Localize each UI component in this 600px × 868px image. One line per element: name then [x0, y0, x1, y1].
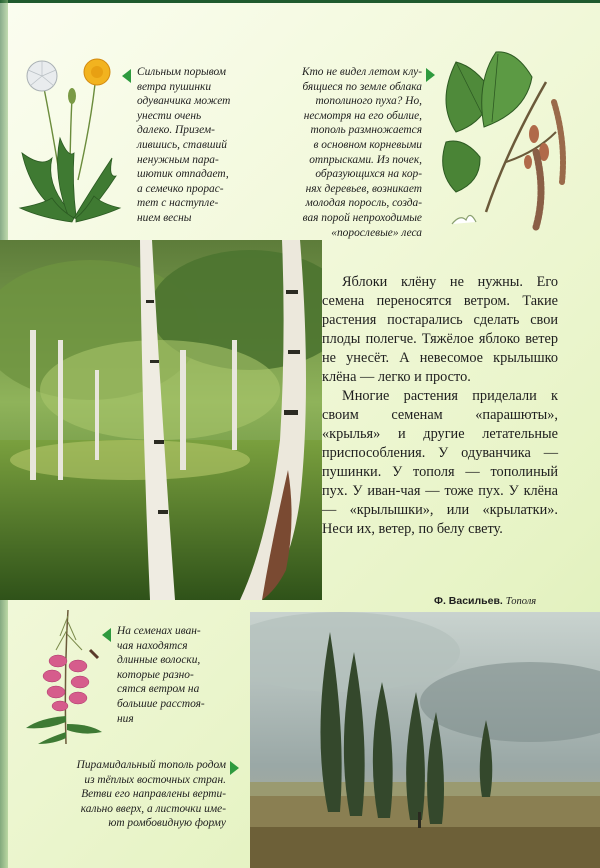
poplar-caption-arrow	[426, 68, 435, 82]
pyramidal-caption-arrow	[230, 761, 239, 775]
poplar-branch-illustration	[436, 42, 576, 237]
poplar-caption: Кто не видел летом клу- бящиеся по земле облака тополиного пуха? Но, несмотря на его обилие, тополь размножается в основном корневыми отпрысками. Из почек, образующихся на кор- нях деревьев, возникает молодая поросль, созда- вая порой непроходимые «порослевые» леса	[302, 66, 422, 239]
fireweed-illustration	[20, 606, 106, 746]
poplars-painting	[250, 612, 600, 868]
paragraph-1: Яблоки клёну не нужны. Его семена переносятся ветром. Такие растения постарались сделать свои плоды полегче. Тяжёлое яблоко ветер не унесёт. А невесомое крылышко клёна — легко и просто.	[322, 274, 558, 385]
fireweed-caption-arrow	[102, 628, 111, 642]
credit-title: Тополя	[505, 596, 537, 607]
paragraph-2: Многие растения приделали к своим семенам «парашюты», «крылья» и другие летательные приспособления. У одуванчика — пушинки. У тополя — тополиный пух. У иван-чая — тоже пух. У клёна — «крылышки», или «крылатки». Неси их, ветер, по белу свету.	[322, 388, 558, 537]
dandelion-caption-arrow	[122, 69, 131, 83]
pyramidal-poplar-caption: Пирамидальный тополь родом из тёплых восточных стран. Ветви его направлены верти- кально вверх, а листочки име- ют ромбовидную форму	[76, 759, 226, 830]
painting-credit	[434, 595, 536, 607]
credit-author: Ф. Васильев.	[434, 595, 503, 607]
fireweed-caption: На семенах иван- чая находятся длинные волоски, которые разно- сятся ветром на большие расстоя- ния	[117, 625, 205, 725]
top-border	[0, 0, 600, 3]
dandelion-caption: Сильным порывом ветра пушинки одуванчика может унести очень далеко. Призем- лившись, ставший ненужным пара- шютик отпадает, а семечко прорас- тет с наступле- нием весны	[137, 66, 231, 224]
birch-forest-painting	[0, 240, 322, 600]
main-text	[322, 273, 558, 539]
dandelion-illustration	[12, 58, 124, 228]
